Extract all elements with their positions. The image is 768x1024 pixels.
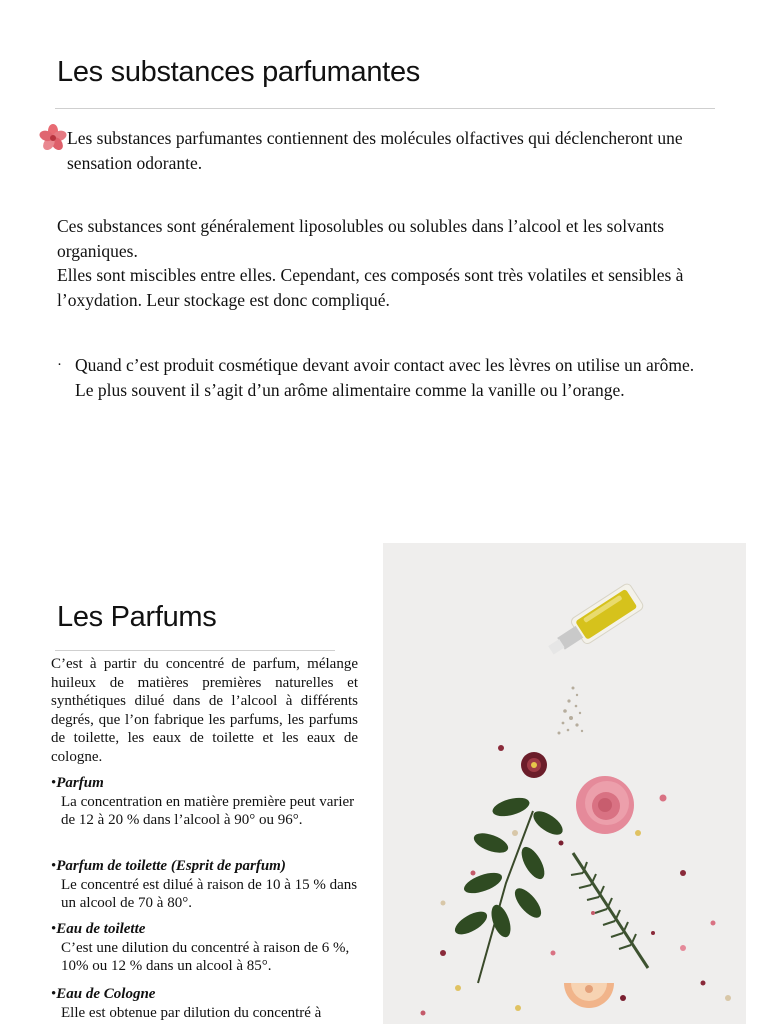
perfume-type-item — [51, 857, 361, 913]
perfume-type-description: La concentration en matière première peut varier de 12 à 20 % dans l’alcool à 90° ou 96°. — [61, 793, 355, 828]
perfume-spray-flowers-photo — [383, 543, 746, 1024]
description-block — [57, 214, 697, 312]
perfume-type-item — [51, 774, 361, 830]
bullet-marker: • — [51, 775, 57, 791]
title-divider-2 — [55, 650, 335, 651]
parfums-intro: C’est à partir du concentré de parfum, mélange huileux de matières premières naturelles et synthétiques dilué dans de l’alcool à différents degrés, que l’on fabrique les parfums, les parfums de toilette, les eaux de toilette et les eaux de cologne. — [51, 656, 358, 765]
bullet-marker: • — [51, 858, 57, 874]
bullet-marker: • — [51, 986, 57, 1002]
flower-icon — [37, 122, 69, 154]
perfume-type-description: Le concentré est dilué à raison de 10 à 15 % dans un alcool de 70 à 80°. — [61, 876, 358, 911]
perfume-type-name: Eau de Cologne — [56, 986, 156, 1002]
slide1-title: Les substances parfumantes — [57, 56, 420, 88]
bullet-marker: · — [57, 357, 62, 373]
perfume-type-name: Parfum de toilette (Esprit de parfum) — [56, 858, 286, 874]
paragraph-solubility: Ces substances sont généralement liposolubles ou solubles dans l’alcool et les solvants organiques. — [57, 216, 665, 261]
bullet-text: Quand c’est produit cosmétique devant avoir contact avec les lèvres on utilise un arôme. Le plus souvent il s’agit d’un arôme alimentaire comme la vanille ou l’orange. — [75, 355, 695, 400]
perfume-type-name: Eau de toilette — [56, 921, 146, 937]
perfume-type-description: Elle est obtenue par dilution du concentré à — [61, 1004, 322, 1021]
perfume-type-name: Parfum — [56, 775, 104, 791]
slide2-title: Les Parfums — [57, 601, 217, 633]
intro-text: Les substances parfumantes contiennent des molécules olfactives qui déclencheront une sensation odorante. — [67, 128, 683, 173]
perfume-type-item — [51, 985, 361, 1022]
paragraph-volatility: Elles sont miscibles entre elles. Cependant, ces composés sont très volatiles et sensibles à l’oxydation. Leur stockage est donc compliqué. — [57, 265, 684, 310]
perfume-type-item — [51, 920, 361, 976]
bullet-marker: • — [51, 921, 57, 937]
perfume-type-description: C’est une dilution du concentré à raison de 6 %, 10% ou 12 % dans un alcool à 85°. — [61, 939, 350, 974]
title-divider — [55, 108, 715, 109]
